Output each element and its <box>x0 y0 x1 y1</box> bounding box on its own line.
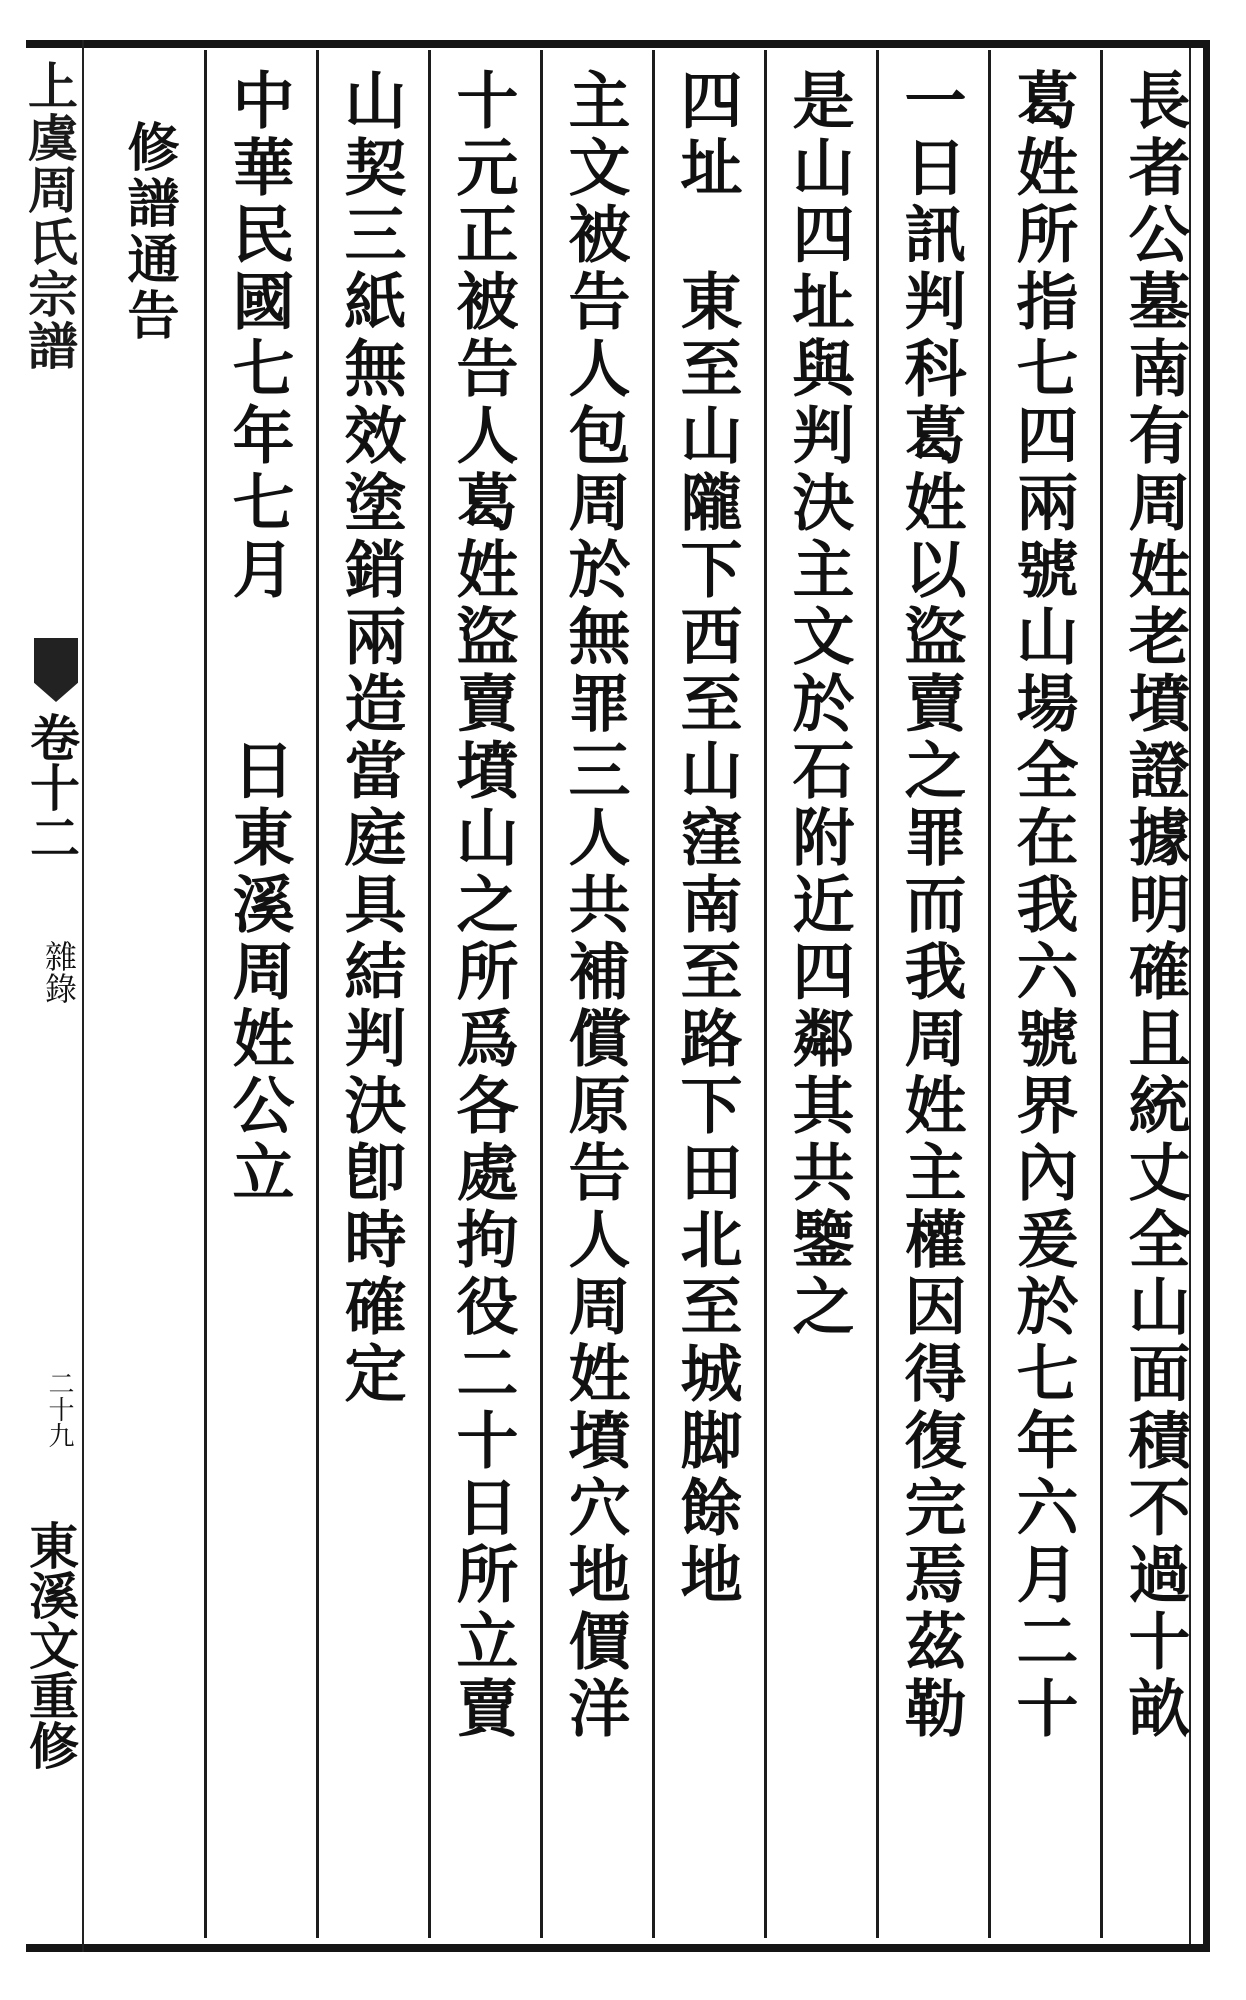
column-rule <box>316 50 319 1938</box>
text-column-9: 中華民國七年七月 日東溪周姓公立 <box>222 68 295 1207</box>
text-column-2: 葛姓所指七四兩號山場全在我六號界內爰於七年六月二十 <box>1006 68 1079 1743</box>
fore-edge-margin <box>20 40 84 1952</box>
text-column-8: 山契三紙無效塗銷兩造當庭具結判決卽時確定 <box>334 68 407 1408</box>
text-column-7: 十元正被告人葛姓盜賣墳山之所爲各處拘役二十日所立賣 <box>446 68 519 1743</box>
margin-footer: 東溪文重修 <box>21 1520 80 1770</box>
text-column-6: 主文被告人包周於無罪三人共補償原告人周姓墳穴地價洋 <box>558 68 631 1743</box>
column-rule <box>540 50 543 1938</box>
column-rule <box>988 50 991 1938</box>
margin-section: 雜錄 <box>40 940 78 1004</box>
margin-book-title: 上虞周氏宗譜 <box>20 60 79 372</box>
column-rule <box>652 50 655 1938</box>
margin-page-number: 二十九 <box>44 1370 74 1448</box>
column-rule <box>1100 50 1103 1938</box>
notice-heading: 修譜通告 <box>118 120 179 344</box>
column-rule <box>428 50 431 1938</box>
margin-volume: 卷十二 <box>22 712 81 862</box>
column-rule <box>764 50 767 1938</box>
text-column-3: 一日訊判科葛姓以盜賣之罪而我周姓主權因得復完焉茲勒 <box>894 68 967 1743</box>
column-rule <box>204 50 207 1938</box>
text-column-4: 是山四址與判決主文於石附近四鄰其共鑒之 <box>782 68 855 1341</box>
text-column-1: 長者公墓南有周姓老墳證據明確且統丈全山面積不過十畝 <box>1118 68 1191 1743</box>
text-column-5: 四址 東至山隴下西至山窪南至路下田北至城脚餘地 <box>670 68 743 1609</box>
column-rule <box>876 50 879 1938</box>
